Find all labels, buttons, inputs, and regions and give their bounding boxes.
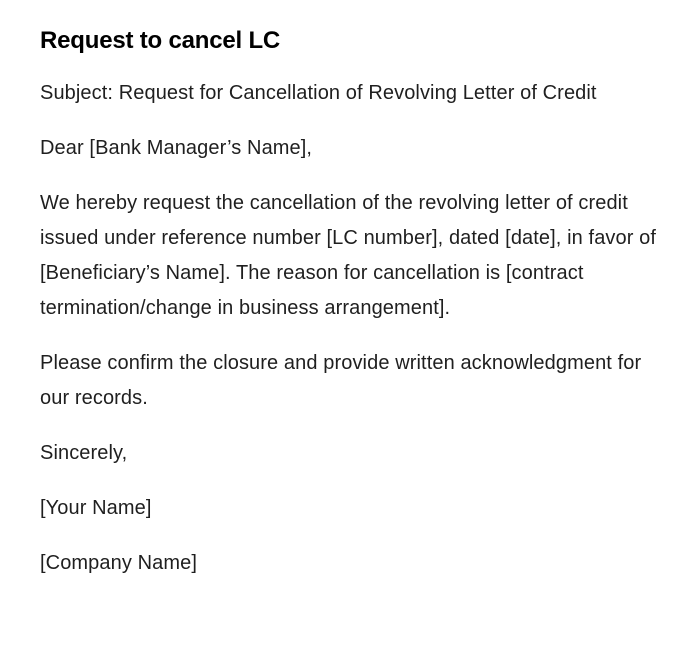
document-title: Request to cancel LC: [40, 27, 281, 54]
body-paragraph-confirmation: Please confirm the closure and provide written acknowledgment for our records.: [40, 352, 642, 409]
signature-company: [Company Name]: [40, 552, 198, 574]
salutation: Dear [Bank Manager’s Name],: [40, 137, 313, 159]
body-paragraph-request: We hereby request the cancellation of the revolving letter of credit issued under reference number [LC number], dated [date], in favor of [Beneficiary’s Name]. The reason for cancellation is [contract termination/change in business arrangement].: [40, 192, 657, 319]
closing: Sincerely,: [40, 442, 128, 464]
subject-line: Subject: Request for Cancellation of Revolving Letter of Credit: [40, 82, 597, 104]
signature-name: [Your Name]: [40, 497, 152, 519]
